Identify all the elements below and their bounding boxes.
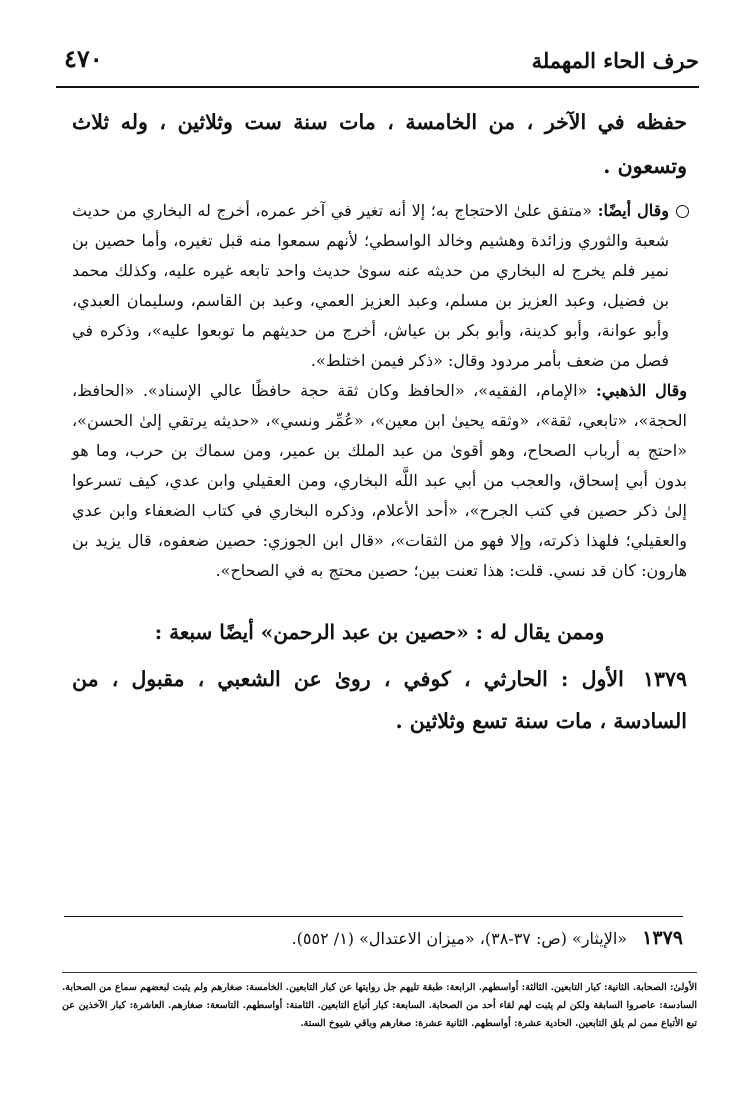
- paragraph-2-lead: وقال الذهبي:: [595, 381, 687, 400]
- page-number: ٤٧٠: [64, 44, 103, 73]
- footnote-text: «الإيثار» (ص: ٣٧-٣٨)، «ميزان الاعتدال» (١/ ٥٥٢).: [291, 929, 628, 948]
- chapter-title: حرف الحاء المهملة: [531, 48, 699, 73]
- footnote: [64, 916, 683, 949]
- paragraph-1-lead: وقال أيضًا:: [597, 201, 670, 220]
- paragraph-quote-2: [72, 376, 687, 586]
- page-header: [56, 40, 699, 88]
- paragraph-quote-1: [72, 196, 687, 376]
- paragraph-2-text: «الإمام، الفقيه»، «الحافظ وكان ثقة حجة حافظًا عالي الإسناد». «الحافظ، الحجة»، «تابعي، ثقة»، «وثقه يحيىٰ ابن معين»، «عُمِّر ونسي»، «حديثه يرتقي إلىٰ الحسن»، «احتج به أرباب الصحاح، وهو أقوىٰ من عبد الملك بن عمير، ومن سماك بن حرب، وما هو بدون أبي إسحاق، والعجب من أبي عبد اللَّه البخاري، ومن العقيلي وابن عدي، كيف تسرعوا إلىٰ ذكر حصين في كتب الجرح»، «أحد الأعلام، وذكره البخاري في كتاب الضعفاء وابن عدي والعقيلي؛ فلهذا ذكرته، وإلا فهو من الثقات»، «قال ابن الجوزي: حصين ضعفوه، قال يزيد بن هارون: كان قد نسي. قلت: هذا تعنت بين؛ حصين محتج به في الصحاح».: [72, 381, 687, 580]
- section-intro: وممن يقال له : «حصين بن عبد الرحمن» أيضًا سبعة :: [154, 620, 605, 644]
- page-body: [72, 100, 687, 742]
- paragraph-1-text: «متفق علىٰ الاحتجاج به؛ إلا أنه تغير في آخر عمره، أخرج له البخاري من حديث شعبة والثوري وزائدة وهشيم وخالد الواسطي؛ لأنهم سمعوا منه قبل تغيره، وأما حصين بن نمير فلم يخرج له البخاري من حديثه عنه سوىٰ حديث واحد تابعه غيره عليه، وكذلك محمد بن فضيل، وعبد العزيز بن مسلم، وعبد العزيز العمي، وعبد بن القاسم، وسليمان العبدي، وأبو عوانة، وأبو كدينة، وأبو بكر بن عياش، أخرج من حديثهم ما توبعوا عليه»، وذكره في فصل من ضعف بأمر مردود وقال: «ذكر فيمن اختلط».: [72, 201, 669, 370]
- lead-text: حفظه في الآخر ، من الخامسة ، مات سنة ست وثلاثين ، وله ثلاث وتسعون .: [72, 110, 687, 178]
- tabaqat-legend: الأولىٰ: الصحابة. الثانية: كبار التابعين. الثالثة: أواسطهم. الرابعة: طبقة تليهم جل روايتها عن كبار التابعين. الخامسة: صغارهم ولم يثبت لبعضهم سماع من الصحابة. السادسة: عاصروا السابقة ولكن لم يثبت لهم لقاء أحد من الصحابة. السابعة: كبار أتباع التابعين. الثامنة: أواسطهم. التاسعة: صغارهم. العاشرة: كبار الآخذين عن تبع الأتباع ممن لم يلق التابعين. الحادية عشرة: أواسطهم. الثانية عشرة: صغارهم وباقي شيوخ الستة.: [62, 972, 697, 1033]
- footnote-number: ١٣٧٩: [642, 927, 683, 949]
- entry-text: الأول : الحارثي ، كوفي ، روىٰ عن الشعبي ، مقبول ، من السادسة ، مات سنة تسع وثلاثين .: [72, 667, 687, 733]
- circle-bullet-icon: [676, 205, 689, 218]
- narrator-entry: [72, 658, 687, 742]
- entry-number: ١٣٧٩: [642, 667, 688, 691]
